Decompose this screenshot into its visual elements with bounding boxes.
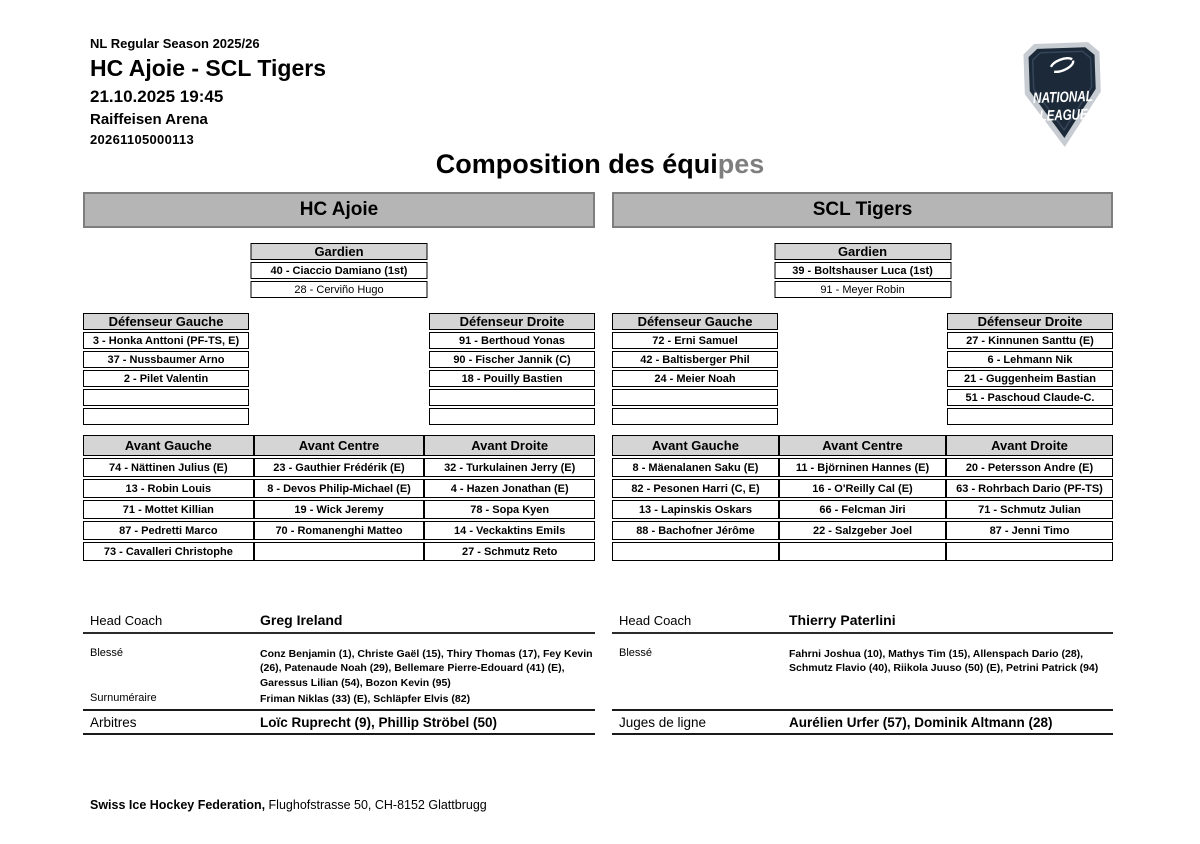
player-row: 90 - Fischer Jannik (C) — [429, 351, 595, 368]
federation-footer — [90, 798, 487, 812]
player-row: 39 - Boltshauser Luca (1st) — [774, 262, 951, 279]
match-datetime: 21.10.2025 19:45 — [90, 87, 224, 106]
injured-row — [83, 647, 595, 690]
player-cell: 71 - Mottet Killian — [83, 500, 254, 519]
forwards-row — [83, 521, 595, 540]
forwards-row — [83, 542, 595, 561]
player-row: 91 - Meyer Robin — [774, 281, 951, 298]
logo-line2: LEAGUE — [1039, 105, 1103, 125]
player-row: 18 - Pouilly Bastien — [429, 370, 595, 387]
player-row: 21 - Guggenheim Bastian — [947, 370, 1113, 387]
player-cell: 71 - Schmutz Julian — [946, 500, 1113, 519]
forwards-row — [612, 479, 1113, 498]
referees-row — [83, 709, 595, 735]
player-cell: 4 - Hazen Jonathan (E) — [424, 479, 595, 498]
player-row: 28 - Cerviño Hugo — [251, 281, 428, 298]
forwards-row — [612, 500, 1113, 519]
staff-region — [612, 634, 1113, 709]
player-cell: 19 - Wick Jeremy — [254, 500, 425, 519]
federation-address: Flughofstrasse 50, CH-8152 Glattbrugg — [265, 798, 487, 812]
team-section-hc-ajoie — [83, 192, 595, 744]
player-row — [83, 389, 249, 406]
player-cell — [612, 542, 779, 561]
player-row: 24 - Meier Noah — [612, 370, 778, 387]
forwards-row — [83, 458, 595, 477]
player-cell: 11 - Björninen Hannes (E) — [779, 458, 946, 477]
head-coach-name: Thierry Paterlini — [789, 612, 896, 628]
player-row: 27 - Kinnunen Santtu (E) — [947, 332, 1113, 349]
injured-list: Fahrni Joshua (10), Mathys Tim (15), Allenspach Dario (28), Schmutz Flavio (40), Riikola Juuso (50) (E), Petrini Patrick (94) — [789, 648, 1099, 675]
player-row — [429, 389, 595, 406]
linesmen-names: Aurélien Urfer (57), Dominik Altmann (28) — [789, 714, 1053, 730]
player-cell: 16 - O'Reilly Cal (E) — [779, 479, 946, 498]
match-header — [90, 36, 326, 147]
linesmen-label: Juges de ligne — [619, 714, 707, 730]
player-cell: 22 - Salzgeber Joel — [779, 521, 946, 540]
surplus-label: Surnuméraire — [90, 692, 157, 705]
table-header: Avant Gauche — [612, 435, 779, 456]
staff-block — [612, 612, 1113, 735]
player-row: 51 - Paschoud Claude-C. — [947, 389, 1113, 406]
player-cell: 14 - Veckaktins Emils — [424, 521, 595, 540]
player-cell: 74 - Nättinen Julius (E) — [83, 458, 254, 477]
forwards-table — [612, 435, 1113, 563]
player-cell: 88 - Bachofner Jérôme — [612, 521, 779, 540]
page-title-faded: pes — [717, 149, 765, 179]
player-cell: 13 - Lapinskis Oskars — [612, 500, 779, 519]
page-title — [0, 149, 1200, 180]
player-row: 72 - Erni Samuel — [612, 332, 778, 349]
federation-name: Swiss Ice Hockey Federation, — [90, 798, 266, 812]
defense-right-table — [429, 313, 595, 427]
player-cell: 8 - Mäenalanen Saku (E) — [612, 458, 779, 477]
venue-label: Raiffeisen Arena — [90, 111, 208, 128]
injured-label: Blessé — [90, 647, 124, 659]
forwards-header-row — [612, 435, 1113, 456]
table-header: Avant Gauche — [83, 435, 254, 456]
table-header: Avant Droite — [424, 435, 595, 456]
player-cell — [779, 542, 946, 561]
table-header: Défenseur Gauche — [612, 313, 778, 330]
player-row: 3 - Honka Anttoni (PF-TS, E) — [83, 332, 249, 349]
table-header: Gardien — [774, 243, 951, 260]
player-cell: 20 - Petersson Andre (E) — [946, 458, 1113, 477]
player-cell: 70 - Romanenghi Matteo — [254, 521, 425, 540]
player-cell: 23 - Gauthier Frédérik (E) — [254, 458, 425, 477]
defense-area — [83, 313, 595, 429]
forwards-table — [83, 435, 595, 563]
forwards-row — [612, 542, 1113, 561]
table-header: Avant Droite — [946, 435, 1113, 456]
player-row: 40 - Ciaccio Damiano (1st) — [251, 262, 428, 279]
staff-block — [83, 612, 595, 735]
table-header: Défenseur Droite — [947, 313, 1113, 330]
player-row: 42 - Baltisberger Phil — [612, 351, 778, 368]
goalie-table — [251, 243, 428, 300]
team-name-bar: HC Ajoie — [83, 192, 595, 228]
player-cell — [254, 542, 425, 561]
player-row — [947, 408, 1113, 425]
player-cell: 63 - Rohrbach Dario (PF-TS) — [946, 479, 1113, 498]
table-header: Avant Centre — [779, 435, 946, 456]
forwards-row — [612, 521, 1113, 540]
player-row: 6 - Lehmann Nik — [947, 351, 1113, 368]
player-cell: 27 - Schmutz Reto — [424, 542, 595, 561]
injured-list: Conz Benjamin (1), Christe Gaël (15), Thiry Thomas (17), Fey Kevin (26), Patenaude Noah (29), Bellemare Pierre-Edouard (41) (E), Garessus Lilian (54), Bozon Kevin (95) — [260, 648, 593, 689]
linesmen-row — [612, 709, 1113, 735]
match-title: HC Ajoie - SCL Tigers — [90, 55, 327, 81]
goalie-table — [774, 243, 951, 300]
staff-region — [83, 634, 595, 709]
referees-names: Loïc Ruprecht (9), Phillip Ströbel (50) — [260, 714, 498, 730]
forwards-header-row — [83, 435, 595, 456]
table-header: Défenseur Droite — [429, 313, 595, 330]
player-cell: 13 - Robin Louis — [83, 479, 254, 498]
player-cell: 87 - Jenni Timo — [946, 521, 1113, 540]
player-row — [612, 389, 778, 406]
head-coach-row — [612, 612, 1113, 634]
head-coach-name: Greg Ireland — [260, 612, 343, 628]
injured-label: Blessé — [619, 647, 653, 659]
player-cell: 78 - Sopa Kyen — [424, 500, 595, 519]
defense-area — [612, 313, 1113, 429]
defense-left-table — [612, 313, 778, 427]
player-row: 2 - Pilet Valentin — [83, 370, 249, 387]
player-cell: 8 - Devos Philip-Michael (E) — [254, 479, 425, 498]
player-cell: 82 - Pesonen Harri (C, E) — [612, 479, 779, 498]
referees-label: Arbitres — [90, 714, 137, 730]
forwards-row — [612, 458, 1113, 477]
head-coach-label: Head Coach — [619, 613, 692, 628]
game-id: 20261105000113 — [90, 132, 194, 147]
player-row: 91 - Berthoud Yonas — [429, 332, 595, 349]
player-cell: 87 - Pedretti Marco — [83, 521, 254, 540]
logo-line1: NATIONAL — [1032, 87, 1106, 108]
forwards-row — [83, 479, 595, 498]
player-cell: 73 - Cavalleri Christophe — [83, 542, 254, 561]
forwards-row — [83, 500, 595, 519]
injured-row — [612, 647, 1113, 676]
table-header: Avant Centre — [254, 435, 425, 456]
defense-right-table — [947, 313, 1113, 427]
table-header: Gardien — [251, 243, 428, 260]
national-league-logo — [1020, 39, 1106, 157]
surplus-list: Friman Niklas (33) (E), Schläpfer Elvis (82) — [260, 693, 471, 706]
player-cell: 32 - Turkulainen Jerry (E) — [424, 458, 595, 477]
head-coach-label: Head Coach — [90, 613, 163, 628]
head-coach-row — [83, 612, 595, 634]
player-row: 37 - Nussbaumer Arno — [83, 351, 249, 368]
season-label: NL Regular Season 2025/26 — [90, 36, 260, 51]
team-section-scl-tigers — [612, 192, 1113, 744]
player-row — [83, 408, 249, 425]
defense-left-table — [83, 313, 249, 427]
player-cell: 66 - Felcman Jiri — [779, 500, 946, 519]
team-name-bar: SCL Tigers — [612, 192, 1113, 228]
player-cell — [946, 542, 1113, 561]
page-title-main: Composition des équi — [435, 149, 718, 179]
surplus-row — [83, 692, 595, 706]
table-header: Défenseur Gauche — [83, 313, 249, 330]
player-row — [612, 408, 778, 425]
player-row — [429, 408, 595, 425]
